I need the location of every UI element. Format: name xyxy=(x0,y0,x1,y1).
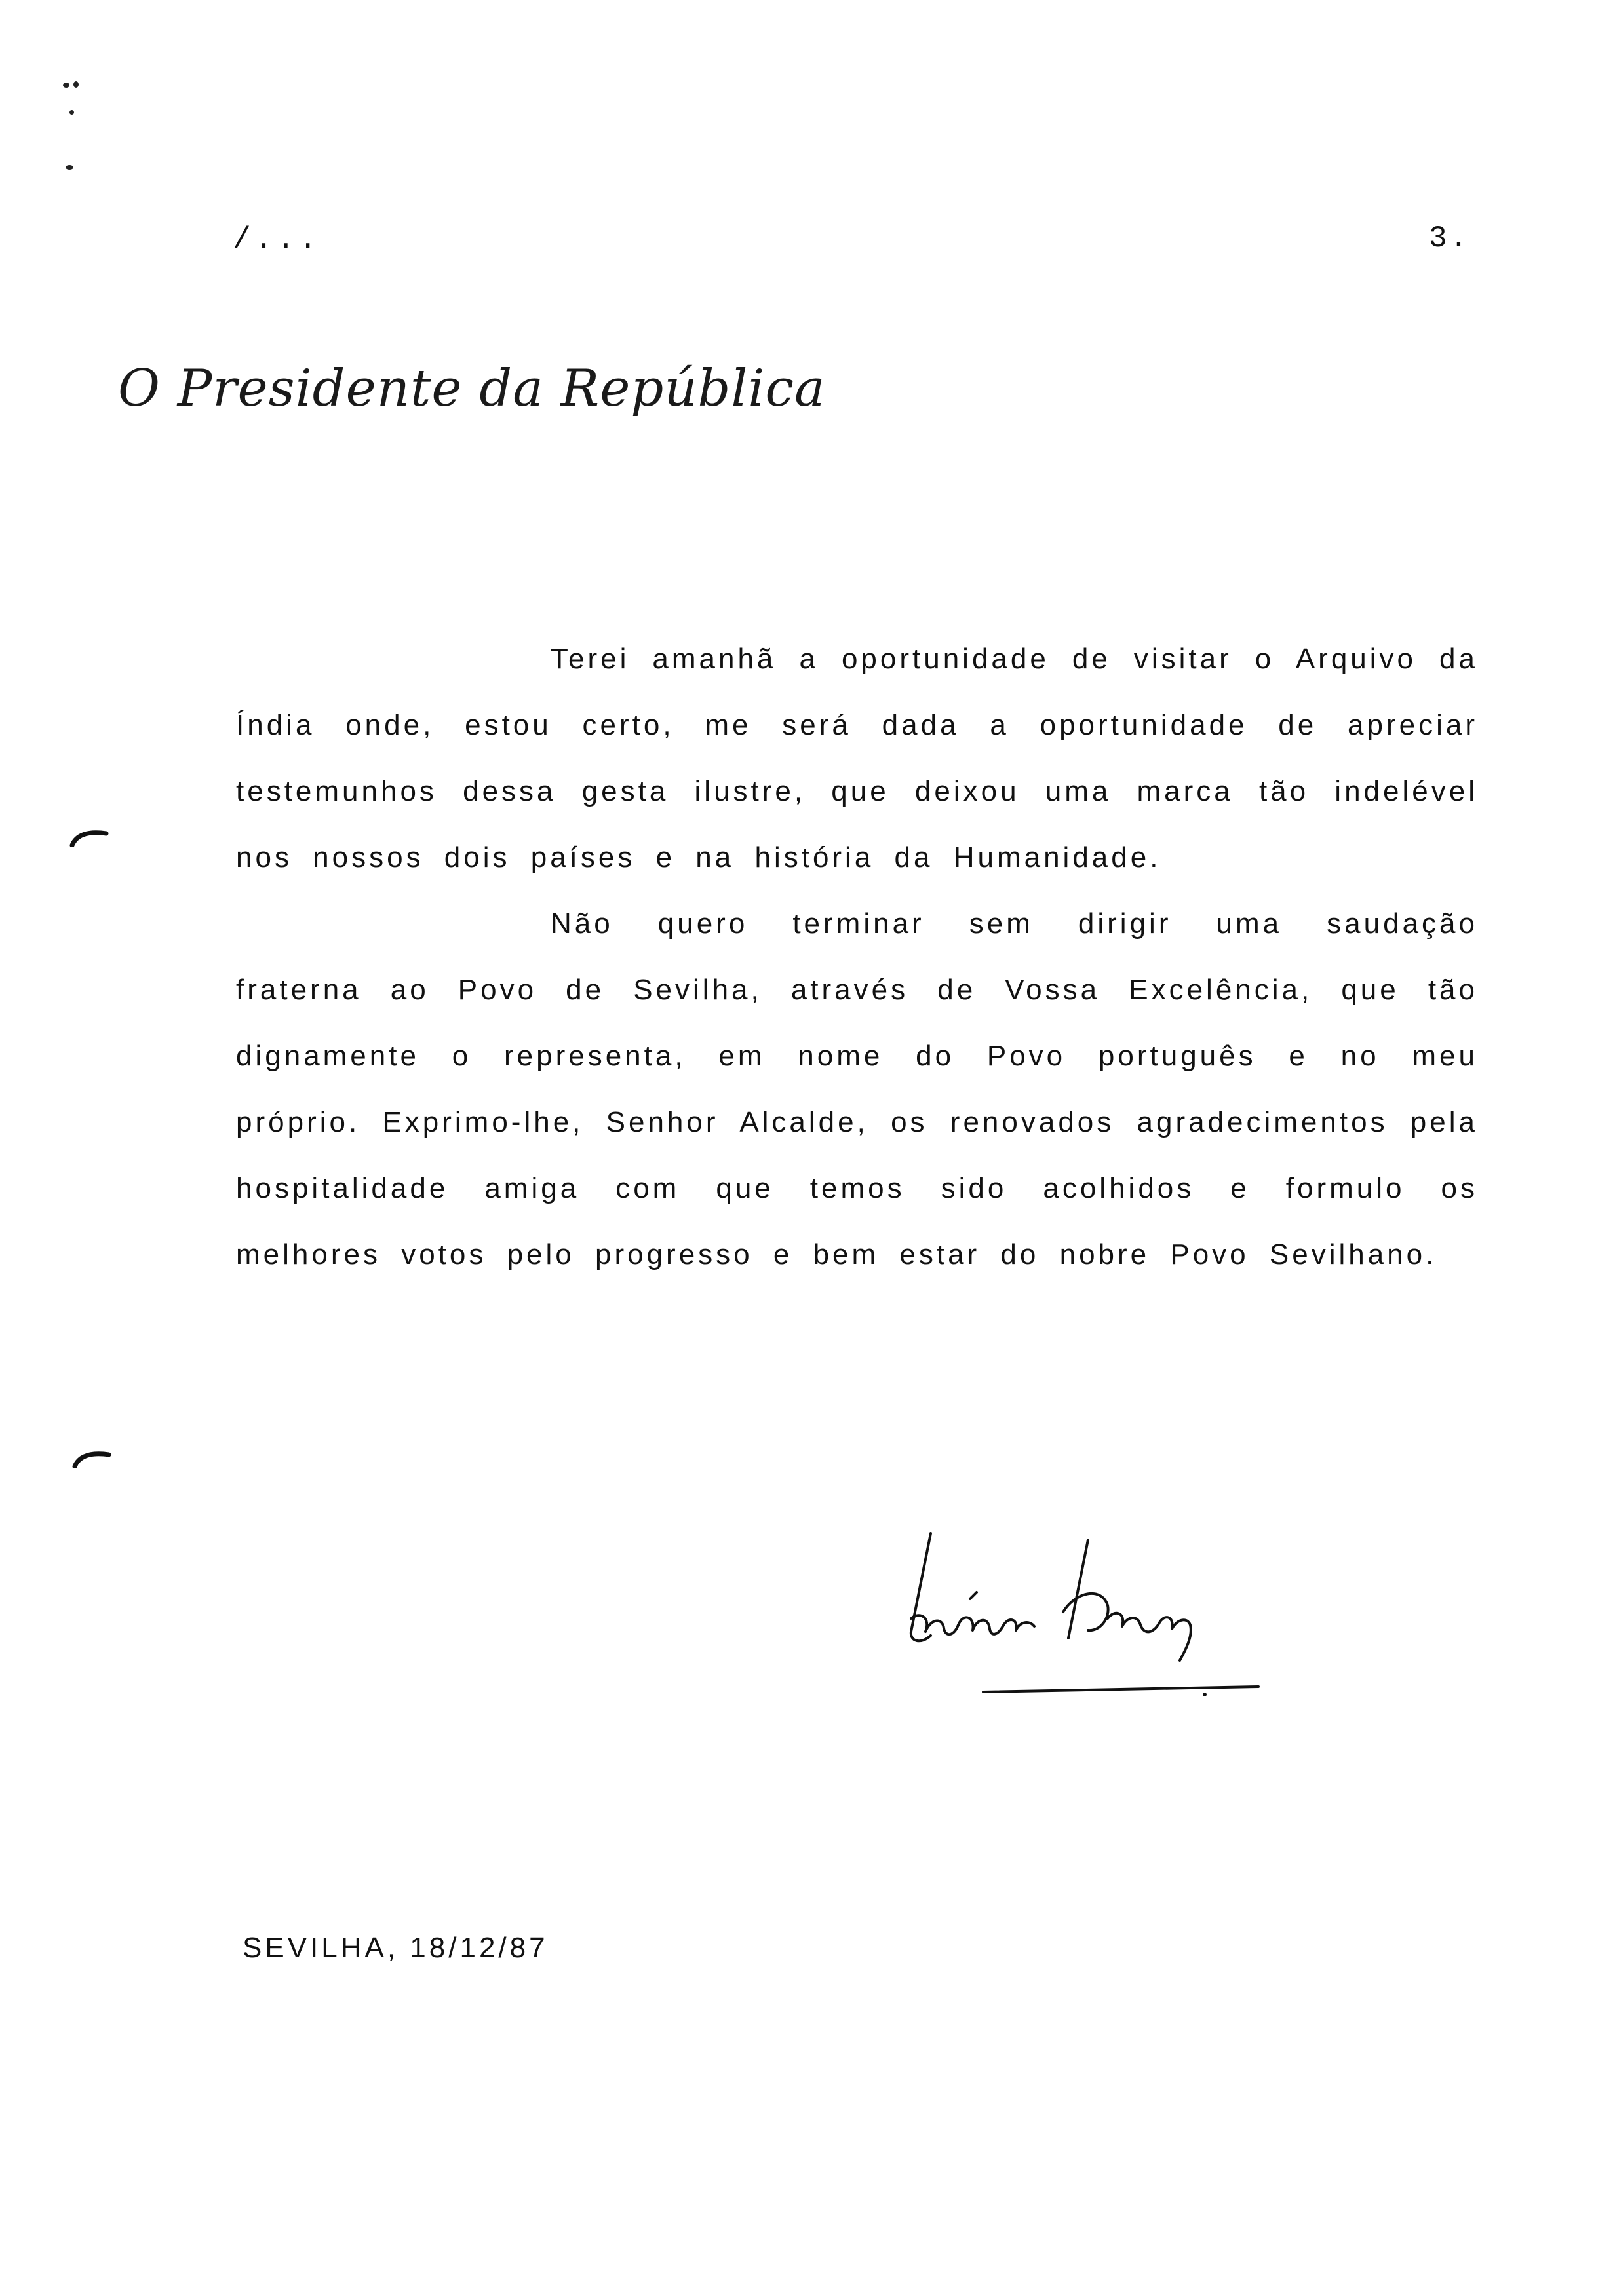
body-paragraph: Terei amanhã a oportunidade de visitar o Arquivo da Índia onde, estou certo, me será dada a oportunidade de apreciar testemunhos dessa gesta ilustre, que deixou uma marca tão indelével nos nossos dois países e na história da Humanidade. xyxy=(236,643,1478,873)
page-number: 3. xyxy=(1429,221,1471,256)
scan-speck xyxy=(63,83,69,88)
punch-hole-mark-icon xyxy=(72,1448,111,1468)
letter-body xyxy=(236,626,1478,1288)
scan-speck xyxy=(66,165,73,170)
scan-speck xyxy=(69,110,74,115)
letterhead-title: O Presidente da República xyxy=(118,359,826,418)
punch-hole-mark-icon xyxy=(69,827,109,847)
body-paragraph: Não quero terminar sem dirigir uma saudação fraterna ao Povo de Sevilha, através de Vossa Excelência, que tão dignamente o representa, em nome do Povo português e no meu próprio. Exprimo-lhe, Senhor Alcalde, os renovados agradecimentos pela hospitalidade amiga com que temos sido acolhidos e formulo os melhores votos pelo progresso e bem estar do nobre Povo Sevilhano. xyxy=(236,908,1478,1271)
handwritten-signature xyxy=(891,1520,1272,1697)
continuation-marker: /... xyxy=(233,223,321,257)
place-and-date: SEVILHA, 18/12/87 xyxy=(243,1932,549,1964)
scan-speck xyxy=(73,81,79,88)
